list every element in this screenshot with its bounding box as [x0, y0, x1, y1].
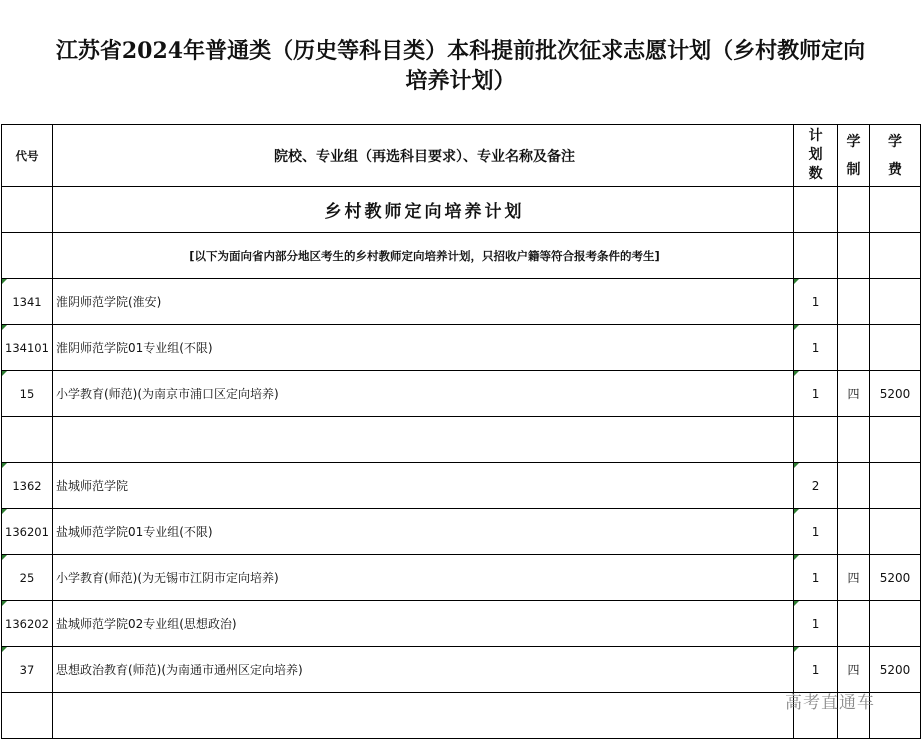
row-code: 1341 — [2, 279, 53, 325]
row-name — [52, 693, 793, 739]
row-name: 淮阴师范学院01专业组(不限) — [52, 325, 793, 371]
row-name — [52, 417, 793, 463]
table-row — [2, 463, 921, 509]
row-code: 37 — [2, 647, 53, 693]
row-years — [838, 463, 870, 509]
row-code — [2, 693, 53, 739]
section-note: [以下为面向省内部分地区考生的乡村教师定向培养计划，只招收户籍等符合报考条件的考生] — [52, 233, 793, 279]
table-row — [2, 509, 921, 555]
row-plan: 1 — [794, 325, 838, 371]
row-years — [838, 279, 870, 325]
row-years — [838, 417, 870, 463]
watermark: 高考直通车 — [785, 693, 875, 713]
row-fee: 5200 — [870, 371, 921, 417]
row-name: 盐城师范学院02专业组(思想政治) — [52, 601, 793, 647]
page-title-line1: 江苏省2024年普通类（历史等科目类）本科提前批次征求志愿计划（乡村教师定向 — [55, 38, 866, 64]
header-years: 学 制 — [838, 125, 870, 187]
row-name: 盐城师范学院 — [52, 463, 793, 509]
enrollment-plan-table — [1, 124, 921, 739]
row-fee — [870, 279, 921, 325]
table-row — [2, 371, 921, 417]
section-title: 乡村教师定向培养计划 — [52, 187, 793, 233]
header-code: 代号 — [2, 125, 53, 187]
row-plan: 1 — [794, 601, 838, 647]
row-code: 25 — [2, 555, 53, 601]
row-years: 四 — [838, 647, 870, 693]
row-name: 盐城师范学院01专业组(不限) — [52, 509, 793, 555]
row-years — [838, 325, 870, 371]
row-name: 小学教育(师范)(为无锡市江阴市定向培养) — [52, 555, 793, 601]
table-header-row — [2, 125, 921, 187]
table-row — [2, 647, 921, 693]
row-fee — [870, 509, 921, 555]
table-row — [2, 601, 921, 647]
row-name: 思想政治教育(师范)(为南通市通州区定向培养) — [52, 647, 793, 693]
note-row — [2, 233, 921, 279]
row-name: 小学教育(师范)(为南京市浦口区定向培养) — [52, 371, 793, 417]
row-plan — [794, 417, 838, 463]
row-code: 1362 — [2, 463, 53, 509]
row-code: 134101 — [2, 325, 53, 371]
table-row — [2, 279, 921, 325]
row-plan: 1 — [794, 555, 838, 601]
row-name: 淮阴师范学院(淮安) — [52, 279, 793, 325]
table-row — [2, 417, 921, 463]
row-fee — [870, 463, 921, 509]
row-plan: 1 — [794, 647, 838, 693]
row-code: 136201 — [2, 509, 53, 555]
table-row — [2, 325, 921, 371]
row-code: 136202 — [2, 601, 53, 647]
page-title — [0, 36, 921, 96]
header-plan: 计 划 数 — [794, 125, 838, 187]
header-fee: 学 费 — [870, 125, 921, 187]
row-years — [838, 509, 870, 555]
section-title-row — [2, 187, 921, 233]
row-years: 四 — [838, 555, 870, 601]
row-plan: 1 — [794, 279, 838, 325]
row-plan: 2 — [794, 463, 838, 509]
header-name: 院校、专业组（再选科目要求）、专业名称及备注 — [52, 125, 793, 187]
row-fee — [870, 417, 921, 463]
row-fee: 5200 — [870, 647, 921, 693]
row-plan: 1 — [794, 509, 838, 555]
row-years — [838, 601, 870, 647]
row-code: 15 — [2, 371, 53, 417]
row-fee — [870, 693, 921, 739]
table-row — [2, 693, 921, 739]
row-fee — [870, 325, 921, 371]
page-title-line2: 培养计划） — [405, 68, 516, 94]
row-plan: 1 — [794, 371, 838, 417]
table-row — [2, 555, 921, 601]
row-code — [2, 417, 53, 463]
row-fee: 5200 — [870, 555, 921, 601]
row-fee — [870, 601, 921, 647]
row-years: 四 — [838, 371, 870, 417]
